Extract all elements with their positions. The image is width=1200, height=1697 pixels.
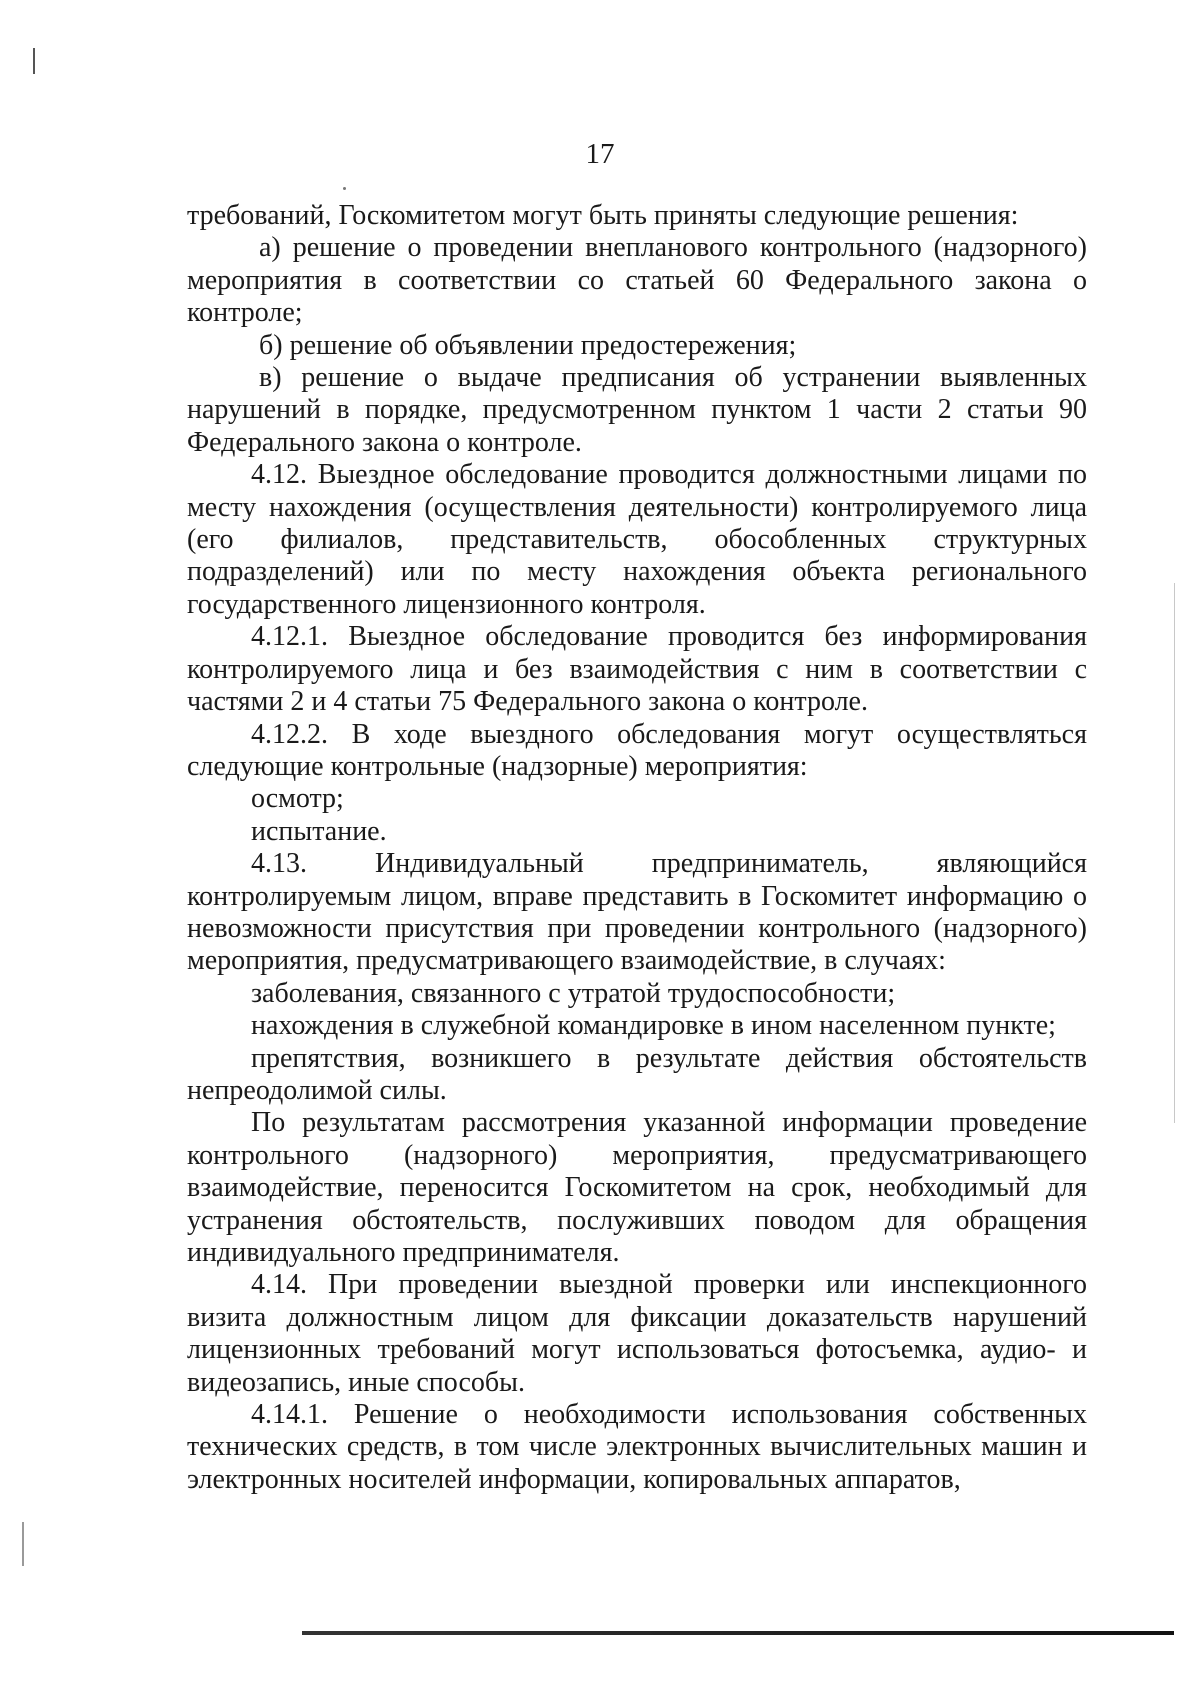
list-item-force-majeure: препятствия, возникшего в результате действия обстоятельств непреодолимой силы.: [187, 1042, 1087, 1106]
footer-rule: [302, 1631, 1174, 1635]
scan-dot: [343, 187, 346, 190]
scan-edge-mark-top-left: [33, 48, 35, 74]
paragraph-4-14-1: 4.14.1. Решение о необходимости использования собственных технических средств, в том числе электронных вычислительных машин и электронных носителей информации, копировальных аппаратов,: [187, 1399, 1087, 1495]
paragraph-4-12-1: 4.12.1. Выездное обследование проводится без информирования контролируемого лица и без взаимодействия с ним в соответствии с частями 2 и 4 статьи 75 Федерального закона о контроле.: [187, 621, 1087, 718]
paragraph-4-13: 4.13. Индивидуальный предприниматель, являющийся контролируемым лицом, вправе представить в Госкомитет информацию о невозможности присутствия при проведении контрольного (надзорного) мероприятия, предусматривающего взаимодействие, в случаях:: [187, 848, 1087, 977]
list-item-inspection: осмотр;: [251, 783, 344, 815]
scan-edge-mark-right: [1174, 583, 1175, 1123]
paragraph-4-12: 4.12. Выездное обследование проводится должностными лицами по месту нахождения (осуществления деятельности) контролируемого лица (его филиалов, представительств, обособленных структурных подразделений) или по месту нахождения объекта регионального государственного лицензионного контроля.: [187, 459, 1087, 620]
paragraph-item-a: а) решение о проведении внепланового контрольного (надзорного) мероприятия в соответствии со статьей 60 Федерального закона о контроле;: [187, 232, 1087, 329]
paragraph-item-b: б) решение об объявлении предостережения;: [259, 329, 797, 361]
paragraph-continuation: требований, Госкомитетом могут быть приняты следующие решения:: [187, 200, 1019, 231]
paragraph-item-v: в) решение о выдаче предписания об устранении выявленных нарушений в порядке, предусмотренном пунктом 1 части 2 статьи 90 Федерального закона о контроле.: [187, 362, 1087, 458]
paragraph-4-14: 4.14. При проведении выездной проверки или инспекционного визита должностным лицом для фиксации доказательств нарушений лицензионных требований могут использоваться фотосъемка, аудио- и видеозапись, иные способы.: [187, 1269, 1087, 1398]
page-number: 17: [585, 138, 615, 170]
scan-edge-mark-bottom-left: [22, 1522, 24, 1566]
list-item-illness: заболевания, связанного с утратой трудоспособности;: [251, 977, 896, 1009]
document-body: [187, 200, 1087, 1496]
paragraph-postponement: По результатам рассмотрения указанной информации проведение контрольного (надзорного) мероприятия, предусматривающего взаимодействие, переносится Госкомитетом на срок, необходимый для устранения обстоятельств, послуживших поводом для обращения индивидуального предпринимателя.: [187, 1107, 1087, 1268]
list-item-testing: испытание.: [251, 815, 387, 847]
paragraph-4-12-2: 4.12.2. В ходе выездного обследования могут осуществляться следующие контрольные (надзорные) мероприятия:: [187, 718, 1087, 782]
list-item-business-trip: нахождения в служебной командировке в ином населенном пункте;: [251, 1010, 1056, 1042]
